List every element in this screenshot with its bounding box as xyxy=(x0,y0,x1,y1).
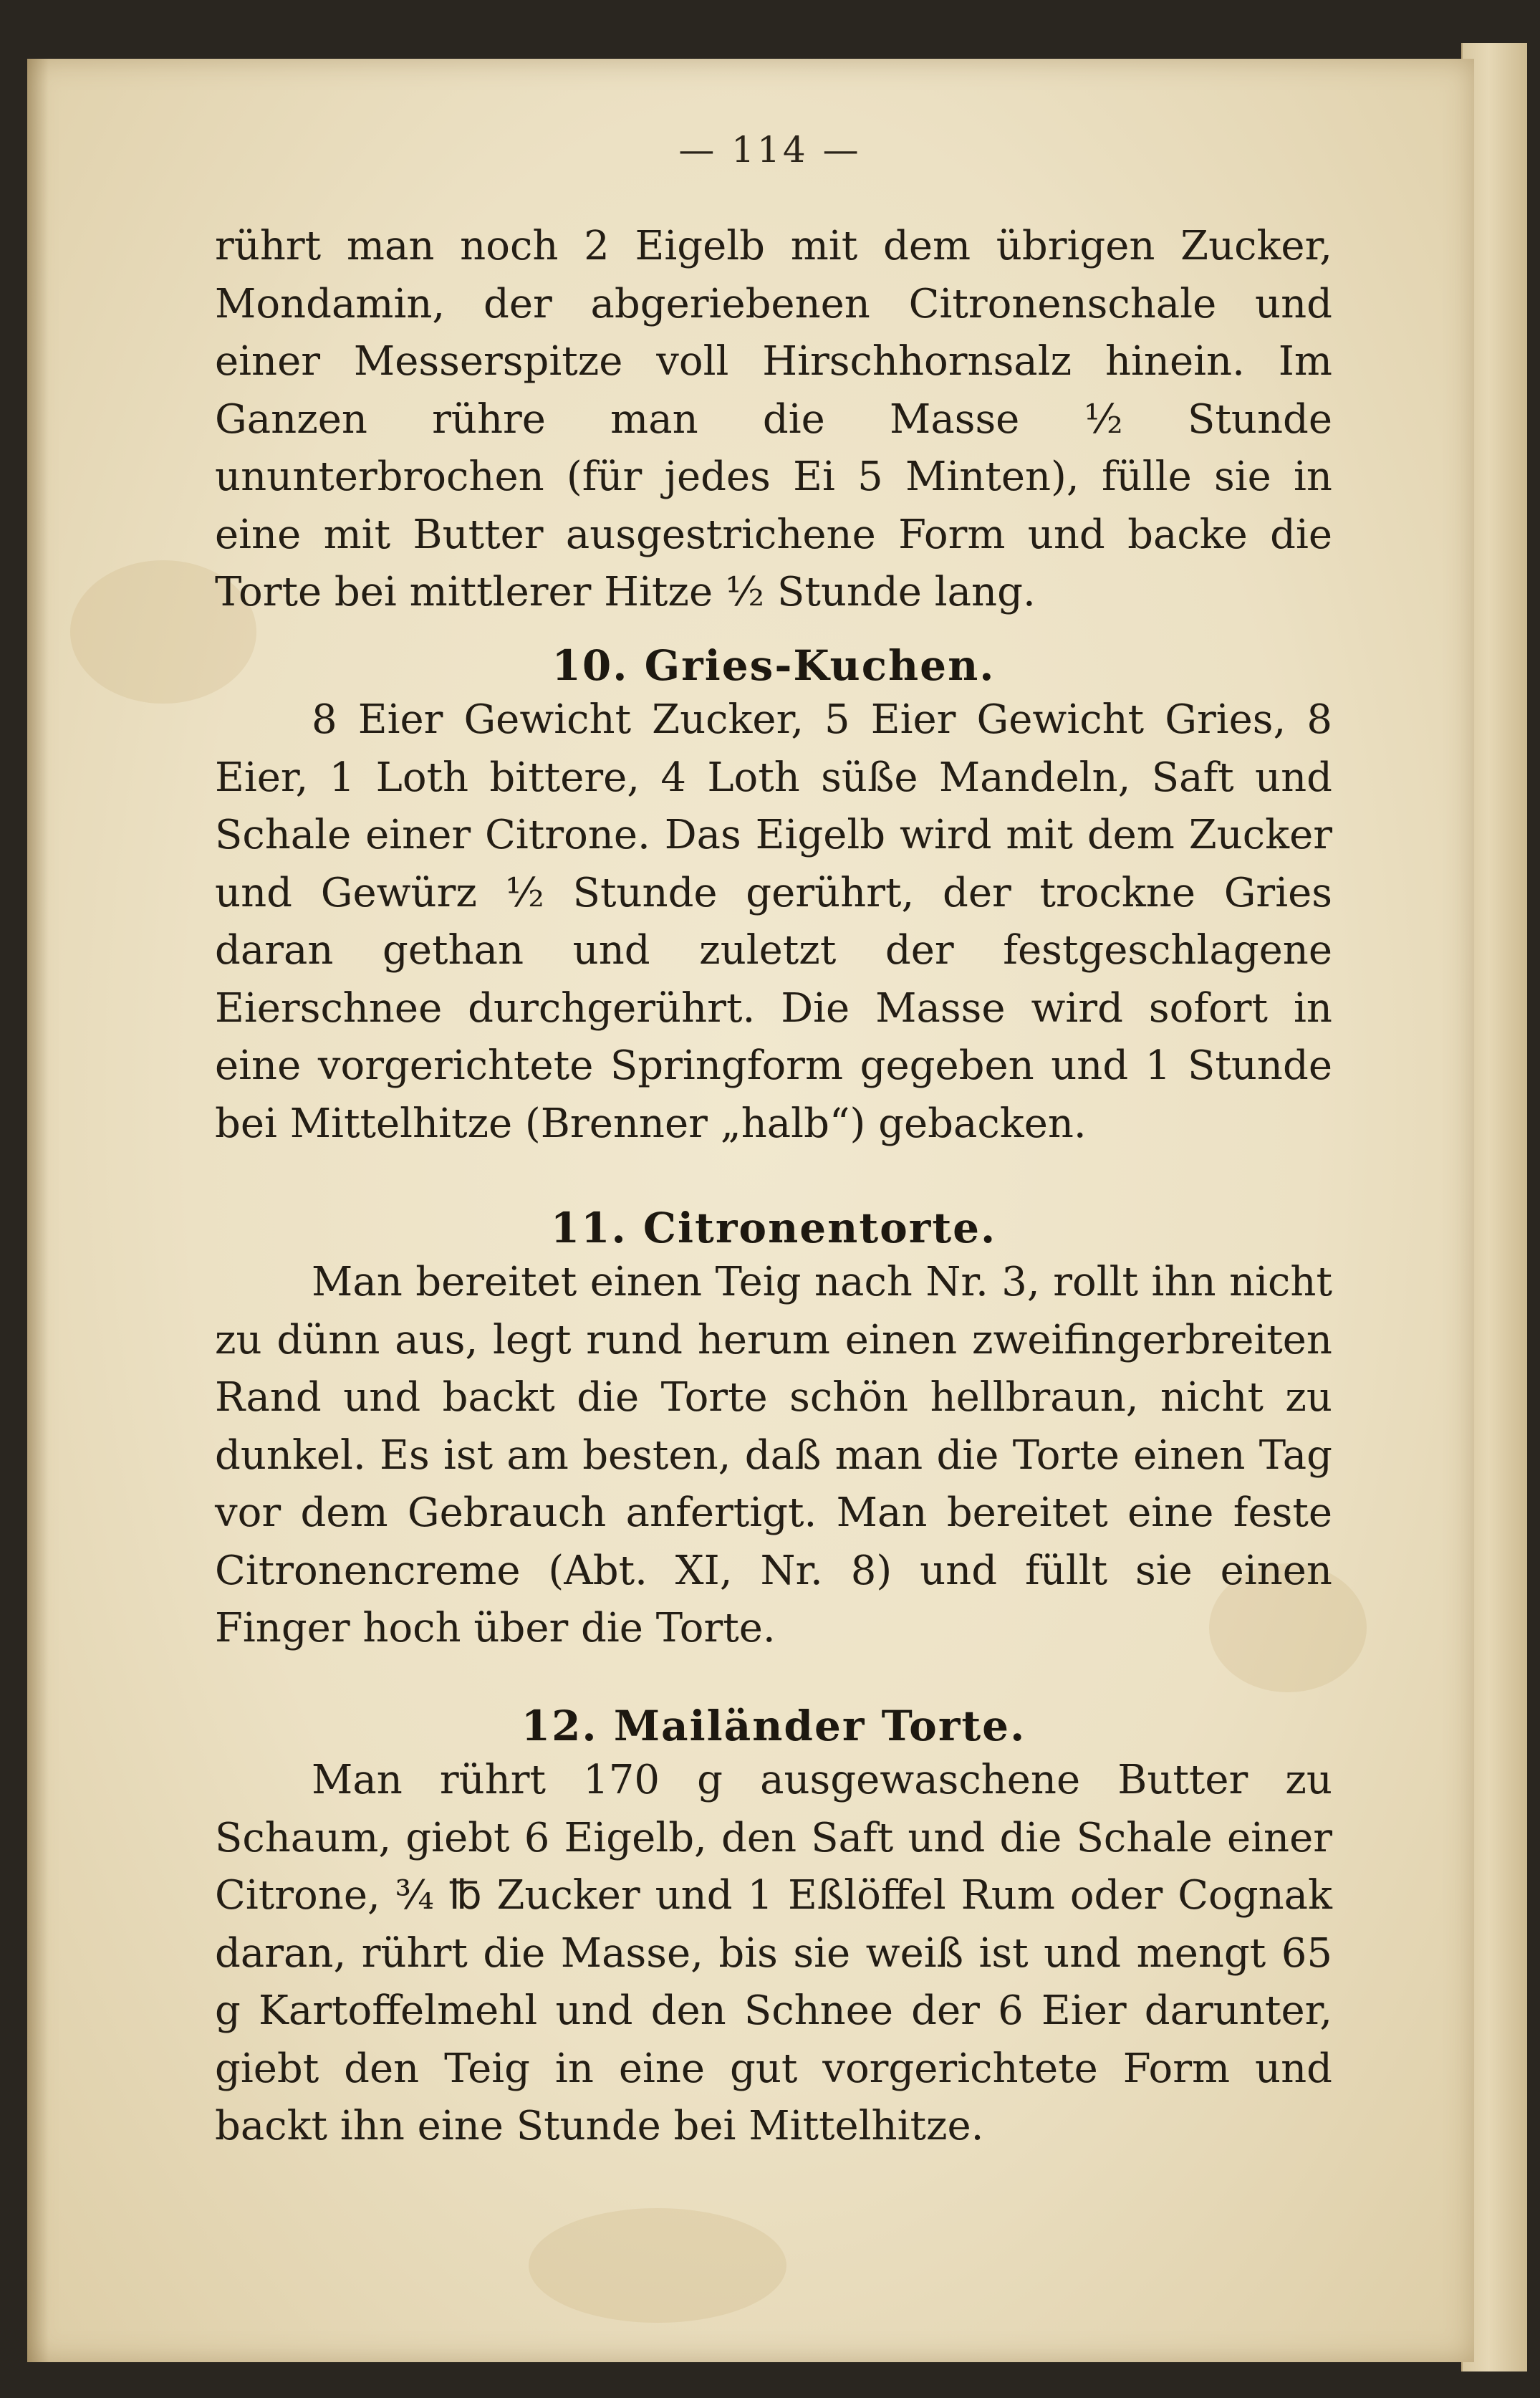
recipe-11 xyxy=(215,1204,1332,1658)
paper-stain xyxy=(529,2208,786,2323)
recipe-text: Man rührt 170 g ausgewaschene Butter zu Schaum, giebt 6 Eigelb, den Saft und die Schale einer Citrone, ¾ ℔ Zucker und 1 Eßlöffel Rum oder Cognak daran, rührt die Masse, bis sie weiß ist und mengt 65 g Kartoffelmehl und den Schnee der 6 Eier darunter, giebt den Teig in eine gut vorgerichtete Form und backt ihn eine Stunde bei Mittelhitze. xyxy=(215,1757,1332,2149)
recipe-10 xyxy=(215,641,1332,1153)
continuation-paragraph xyxy=(215,218,1332,622)
recipe-12 xyxy=(215,1702,1332,2156)
gutter-shadow xyxy=(27,59,49,2362)
page-number: — 114 — xyxy=(678,129,862,171)
continuation-text: rührt man noch 2 Eigelb mit dem übrigen Zucker, Mondamin, der abgeriebenen Citronenschale und einer Messerspitze voll Hirschhornsalz hinein. Im Ganzen rühre man die Masse ½ Stunde ununterbrochen (für jedes Ei 5 Minten), fülle sie in eine mit Butter ausgestrichene Form und backe die Torte bei mittlerer Hitze ½ Stunde lang. xyxy=(215,223,1332,615)
recipe-text: 8 Eier Gewicht Zucker, 5 Eier Gewicht Gries, 8 Eier, 1 Loth bittere, 4 Loth süße Mandeln, Saft und Schale einer Citrone. Das Eigelb wird mit dem Zucker und Gewürz ½ Stunde gerührt, der trockne Gries daran gethan und zuletzt der festgeschlagene Eierschnee durchgerührt. Die Masse wird sofort in eine vorgerichtete Springform gegeben und 1 Stunde bei Mittelhitze (Brenner „halb“) gebacken. xyxy=(215,696,1332,1147)
recipe-heading: 11. Citronentorte. xyxy=(550,1204,997,1252)
recipe-heading: 12. Mailänder Torte. xyxy=(521,1702,1026,1750)
recipe-text: Man bereitet einen Teig nach Nr. 3, rollt ihn nicht zu dünn aus, legt rund herum einen zweifingerbreiten Rand und backt die Torte schön hellbraun, nicht zu dunkel. Es ist am besten, daß man die Torte einen Tag vor dem Gebrauch anfertigt. Man bereitet eine feste Citronencreme (Abt. XI, Nr. 8) und füllt sie einen Finger hoch über die Torte. xyxy=(215,1259,1332,1651)
recipe-heading: 10. Gries-Kuchen. xyxy=(552,641,996,690)
